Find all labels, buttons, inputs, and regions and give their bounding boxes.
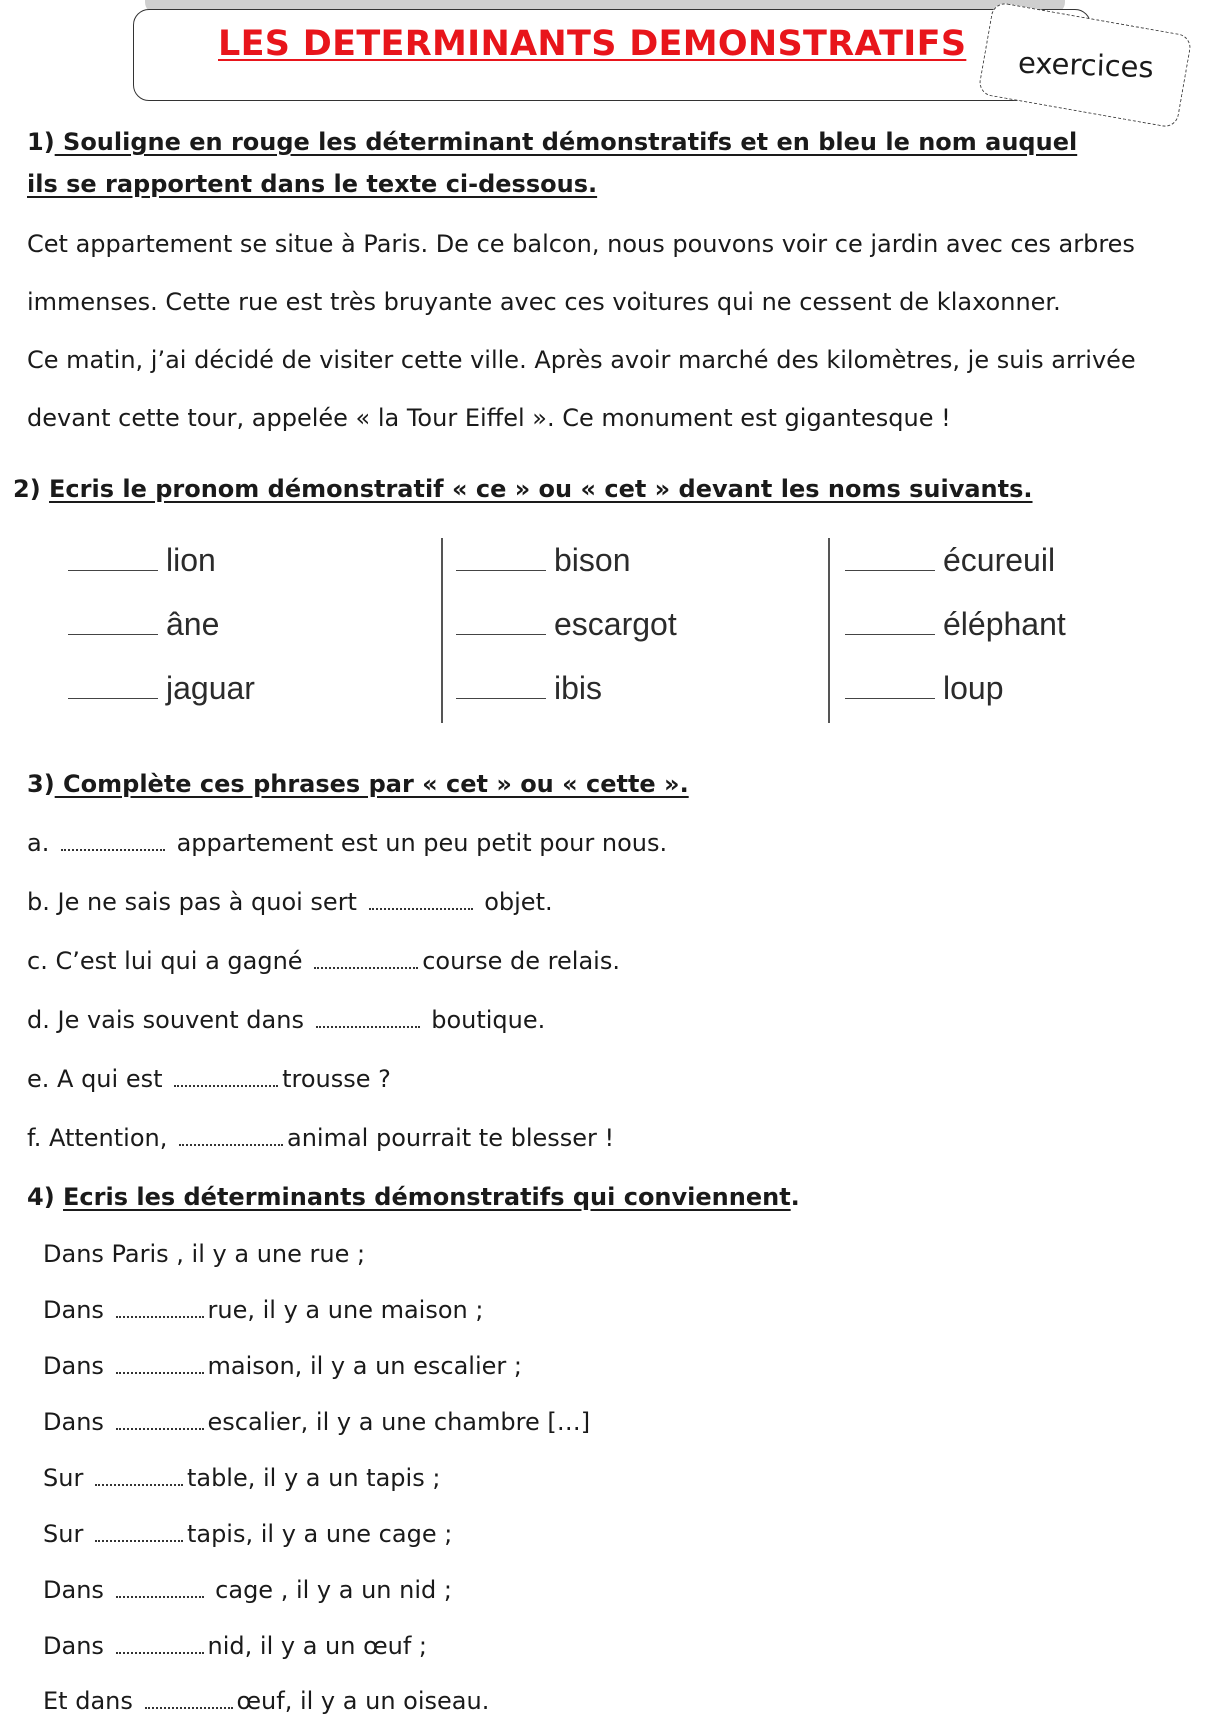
line-end: maison, il y a un escalier ; xyxy=(207,1352,522,1380)
answer-blank[interactable] xyxy=(68,668,158,699)
sentence-end: boutique. xyxy=(423,1006,546,1034)
ex2-item xyxy=(68,604,428,668)
answer-blank[interactable] xyxy=(456,540,546,571)
noun: lion xyxy=(166,542,216,578)
ex2-item xyxy=(456,668,816,732)
answer-blank[interactable] xyxy=(116,1410,204,1430)
ex4-line xyxy=(43,1408,590,1436)
ex4-instruction-end: . xyxy=(790,1183,800,1211)
sentence-end: course de relais. xyxy=(422,947,620,975)
noun: jaguar xyxy=(166,670,255,706)
sentence-end: appartement est un peu petit pour nous. xyxy=(168,829,668,857)
ex4-line xyxy=(43,1632,427,1660)
ex4-instruction xyxy=(27,1183,800,1211)
noun: loup xyxy=(943,670,1004,706)
line-start: Sur xyxy=(43,1520,91,1548)
ex4-line xyxy=(43,1520,452,1548)
answer-blank[interactable] xyxy=(179,1126,283,1146)
noun: bison xyxy=(554,542,631,578)
ex3-sentence xyxy=(27,1006,545,1034)
line-end: tapis, il y a une cage ; xyxy=(186,1520,453,1548)
ex1-instruction xyxy=(27,128,1077,156)
answer-blank[interactable] xyxy=(314,949,418,969)
ex3-sentence xyxy=(27,829,667,857)
answer-blank[interactable] xyxy=(845,604,935,635)
ex3-sentence xyxy=(27,888,553,916)
answer-blank[interactable] xyxy=(845,540,935,571)
line-start: Dans xyxy=(43,1632,112,1660)
ex2-item xyxy=(68,540,428,604)
ex3-sentence xyxy=(27,1124,614,1152)
ex2-column-1 xyxy=(68,540,428,732)
ex4-first-line: Dans Paris , il y a une rue ; xyxy=(43,1240,366,1268)
ex1-text-line: immenses. Cette rue est très bruyante avec ces voitures qui ne cessent de klaxonner. xyxy=(27,288,1061,316)
line-start: Dans xyxy=(43,1576,112,1604)
noun: âne xyxy=(166,606,220,642)
ex2-number: 2) xyxy=(13,475,41,503)
ex2-item xyxy=(845,668,1205,732)
ex3-instruction-text: Complète ces phrases par « cet » ou « cette ». xyxy=(54,770,689,798)
answer-blank[interactable] xyxy=(145,1689,233,1709)
ex2-item xyxy=(456,604,816,668)
answer-blank[interactable] xyxy=(316,1008,420,1028)
ex2-column-2 xyxy=(456,540,816,732)
sentence-end: animal pourrait te blesser ! xyxy=(286,1124,615,1152)
line-end: rue, il y a une maison ; xyxy=(207,1296,484,1324)
ex1-text-line: Cet appartement se situe à Paris. De ce balcon, nous pouvons voir ce jardin avec ces arbres xyxy=(27,230,1135,258)
noun: éléphant xyxy=(943,606,1066,642)
sentence-start: d. Je vais souvent dans xyxy=(27,1006,312,1034)
ex1-text-line: Ce matin, j’ai décidé de visiter cette ville. Après avoir marché des kilomètres, je suis arrivée xyxy=(27,346,1136,374)
line-start: Sur xyxy=(43,1464,91,1492)
line-start: Dans xyxy=(43,1408,112,1436)
ex2-instruction xyxy=(13,475,1033,503)
sentence-end: trousse ? xyxy=(282,1065,391,1093)
line-end: escalier, il y a une chambre […] xyxy=(207,1408,591,1436)
noun: escargot xyxy=(554,606,677,642)
ex2-item xyxy=(68,668,428,732)
sentence-start: a. xyxy=(27,829,57,857)
ex1-number: 1) xyxy=(27,128,55,156)
line-start: Et dans xyxy=(43,1687,141,1715)
sentence-end: objet. xyxy=(476,888,553,916)
answer-blank[interactable] xyxy=(116,1578,204,1598)
answer-blank[interactable] xyxy=(456,604,546,635)
ex3-sentence xyxy=(27,1065,391,1093)
line-start: Dans xyxy=(43,1296,112,1324)
ex2-instruction-text: Ecris le pronom démonstratif « ce » ou « cet » devant les noms suivants. xyxy=(49,475,1033,503)
ex2-item xyxy=(845,604,1205,668)
ex3-sentence xyxy=(27,947,620,975)
ex4-line xyxy=(43,1576,452,1604)
exercices-tag-label: exercices xyxy=(1017,45,1155,85)
answer-blank[interactable] xyxy=(116,1634,204,1654)
ex4-line xyxy=(43,1464,440,1492)
line-start: Dans xyxy=(43,1352,112,1380)
ex2-column-3 xyxy=(845,540,1205,732)
line-end: nid, il y a un œuf ; xyxy=(207,1632,428,1660)
ex4-number: 4) xyxy=(27,1183,55,1211)
answer-blank[interactable] xyxy=(68,540,158,571)
sentence-start: c. C’est lui qui a gagné xyxy=(27,947,311,975)
column-divider xyxy=(828,538,830,723)
answer-blank[interactable] xyxy=(456,668,546,699)
answer-blank[interactable] xyxy=(95,1466,183,1486)
answer-blank[interactable] xyxy=(845,668,935,699)
answer-blank[interactable] xyxy=(68,604,158,635)
ex2-item xyxy=(845,540,1205,604)
ex1-instruction-line1: Souligne en rouge les déterminant démonstratifs et en bleu le nom auquel xyxy=(54,128,1078,156)
ex4-line xyxy=(43,1687,489,1715)
ex4-instruction-text: Ecris les déterminants démonstratifs qui conviennent xyxy=(63,1183,791,1211)
answer-blank[interactable] xyxy=(369,890,473,910)
ex4-line xyxy=(43,1352,522,1380)
answer-blank[interactable] xyxy=(95,1522,183,1542)
page-title: LES DETERMINANTS DEMONSTRATIFS xyxy=(218,24,967,64)
sentence-start: e. A qui est xyxy=(27,1065,171,1093)
noun: écureuil xyxy=(943,542,1056,578)
column-divider xyxy=(441,538,443,723)
ex1-instruction-line2: ils se rapportent dans le texte ci-dessous. xyxy=(27,170,598,198)
ex3-instruction xyxy=(27,770,689,798)
ex4-line xyxy=(43,1296,483,1324)
ex3-number: 3) xyxy=(27,770,55,798)
line-end: cage , il y a un nid ; xyxy=(207,1576,452,1604)
ex1-text-line: devant cette tour, appelée « la Tour Eiffel ». Ce monument est gigantesque ! xyxy=(27,404,951,432)
noun: ibis xyxy=(554,670,603,706)
answer-blank[interactable] xyxy=(116,1298,204,1318)
answer-blank[interactable] xyxy=(116,1354,204,1374)
ex2-item xyxy=(456,540,816,604)
sentence-start: f. Attention, xyxy=(27,1124,175,1152)
line-end: table, il y a un tapis ; xyxy=(186,1464,441,1492)
line-end: œuf, il y a un oiseau. xyxy=(236,1687,490,1715)
ex1-instruction-2 xyxy=(27,170,597,198)
sentence-start: b. Je ne sais pas à quoi sert xyxy=(27,888,365,916)
answer-blank[interactable] xyxy=(174,1067,278,1087)
answer-blank[interactable] xyxy=(61,831,165,851)
